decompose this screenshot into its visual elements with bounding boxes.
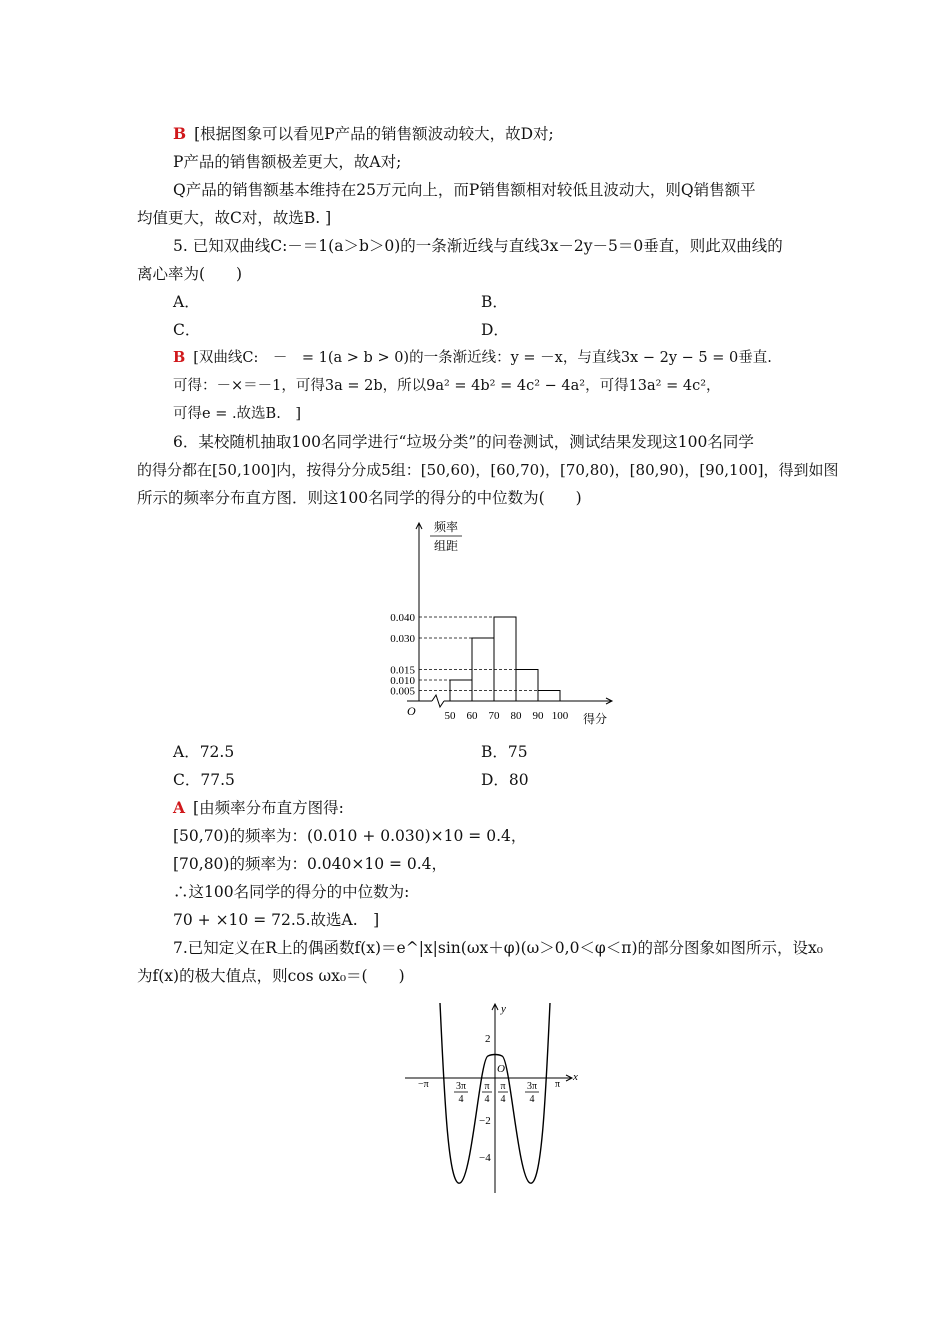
graph-x-tick-pi: π: [555, 1079, 561, 1090]
graph-x-tick-pi4-num: π: [500, 1081, 506, 1092]
q6-solution-line5: 70 + ×10 = 72.5.故选A. ]: [173, 911, 380, 929]
hist-ylabel-bottom: 组距: [433, 539, 459, 553]
hist-x-tick-label: 90: [532, 710, 544, 722]
q7-stem-line1: 7.已知定义在R上的偶函数f(x)＝e^|x|sin(ωx＋φ)(ω＞0,0＜φ＜π)的部分图象如图所示，设x₀: [173, 939, 823, 957]
graph-x-tick-pi4-den: 4: [500, 1094, 506, 1105]
q4-solution-line3: Q产品的销售额基本维持在25万元向上，而P销售额相对较低且波动大，则Q销售额平: [173, 181, 756, 199]
hist-y-tick-label: 0.030: [390, 633, 415, 645]
q6-answer: A: [173, 798, 186, 817]
graph-y-tick-neg4: −4: [479, 1152, 491, 1164]
q5-option-b: B．: [481, 293, 508, 311]
hist-y-tick-label: 0.015: [390, 664, 415, 677]
q6-option-a: A．72.5: [173, 743, 235, 761]
q6-stem-line3: 所示的频率分布直方图．则这100名同学的得分的中位数为( ): [137, 489, 582, 507]
q6-stem-line1: 6．某校随机抽取100名同学进行“垃圾分类”的问卷测试，测试结果发现这100名同学: [173, 433, 754, 451]
q5-stem-line1: 5. 已知双曲线C:－＝1(a＞b＞0)的一条渐近线与直线3x－2y－5＝0垂直，则此双曲线的: [173, 237, 783, 255]
hist-x-tick-label: 70: [488, 710, 500, 722]
q5-solution-line2: 可得：－×＝－1，可得3a = 2b，所以9a² = 4b² = 4c² − 4a²，可得13a² = 4c²，: [173, 378, 721, 394]
graph-x-tick-3pi4-num: 3π: [526, 1081, 538, 1092]
function-graph: [400, 998, 590, 1198]
hist-y-tick-label: 0.010: [390, 675, 415, 687]
graph-x-tick-neg-pi4-num: π: [484, 1081, 490, 1092]
hist-xlabel: 得分: [582, 712, 608, 726]
graph-x-tick-3pi4-den: 4: [529, 1094, 535, 1105]
hist-x-tick-label: 60: [466, 710, 478, 722]
hist-bar: [494, 617, 516, 701]
graph-origin: O: [497, 1063, 505, 1075]
q6-option-b: B．75: [481, 743, 528, 761]
q5-option-c: C．: [173, 321, 201, 339]
graph-y-tick-2: 2: [485, 1033, 491, 1045]
hist-y-tick-label: 0.005: [390, 685, 415, 698]
q6-solution-line4: ∴这100名同学的得分的中位数为:: [173, 883, 410, 901]
q6-solution-line2: [50,70)的频率为：(0.010 + 0.030)×10 = 0.4，: [173, 827, 527, 845]
q7-stem-line2: 为f(x)的极大值点，则cos ωx₀＝( ): [137, 967, 405, 985]
q6-stem-line2: 的得分都在[50,100]内，按得分分成5组：[50,60)，[60,70)，[70,80)，[80,90)，[90,100]，得到如图: [137, 461, 839, 479]
q6-option-c: C．77.5: [173, 771, 235, 789]
q5-option-d: D．: [481, 321, 509, 339]
graph-y-label: y: [501, 1003, 506, 1015]
q4-solution-line1: B [根据图象可以看见P产品的销售额波动较大，故D对;: [173, 124, 554, 143]
frequency-histogram: [370, 515, 620, 730]
q5-solution-line3: 可得e = .故选B. ]: [173, 406, 301, 422]
q4-answer: B: [173, 124, 187, 143]
graph-x-tick-neg-3pi4-den: 4: [458, 1094, 464, 1105]
hist-x-tick-label: 80: [510, 710, 522, 722]
hist-bar: [516, 670, 538, 702]
q5-stem-line2: 离心率为( ): [137, 265, 243, 283]
graph-x-tick-neg-3pi4-num: 3π: [455, 1081, 467, 1092]
graph-y-tick-neg2: −2: [479, 1115, 491, 1127]
q5-option-a: A．: [173, 293, 200, 311]
hist-axis-break: [432, 695, 444, 707]
q4-solution-line4: 均值更大，故C对，故选B. ]: [137, 209, 332, 227]
q4-solution-line2: P产品的销售额极差更大，故A对;: [173, 153, 402, 171]
q5-answer: B: [173, 349, 186, 366]
graph-x-tick-neg-pi4-den: 4: [484, 1094, 490, 1105]
hist-origin: O: [407, 704, 416, 718]
hist-y-tick-label: 0.040: [390, 612, 415, 624]
q6-solution-line1: A [由频率分布直方图得:: [173, 798, 344, 817]
hist-x-tick-label: 50: [444, 710, 456, 722]
q5-solution-line1: B [双曲线C: － = 1(a > b > 0)的一条渐近线：y = －x，与直线3x − 2y − 5 = 0垂直.: [173, 349, 772, 366]
hist-x-tick-label: 100: [551, 710, 569, 722]
q6-solution-line3: [70,80)的频率为：0.040×10 = 0.4，: [173, 855, 448, 873]
hist-bar: [538, 691, 560, 702]
hist-ylabel-top: 频率: [433, 520, 459, 534]
graph-x-label: x: [573, 1071, 578, 1083]
q6-option-d: D．80: [481, 771, 529, 789]
graph-x-tick-neg-pi: −π: [418, 1079, 429, 1090]
